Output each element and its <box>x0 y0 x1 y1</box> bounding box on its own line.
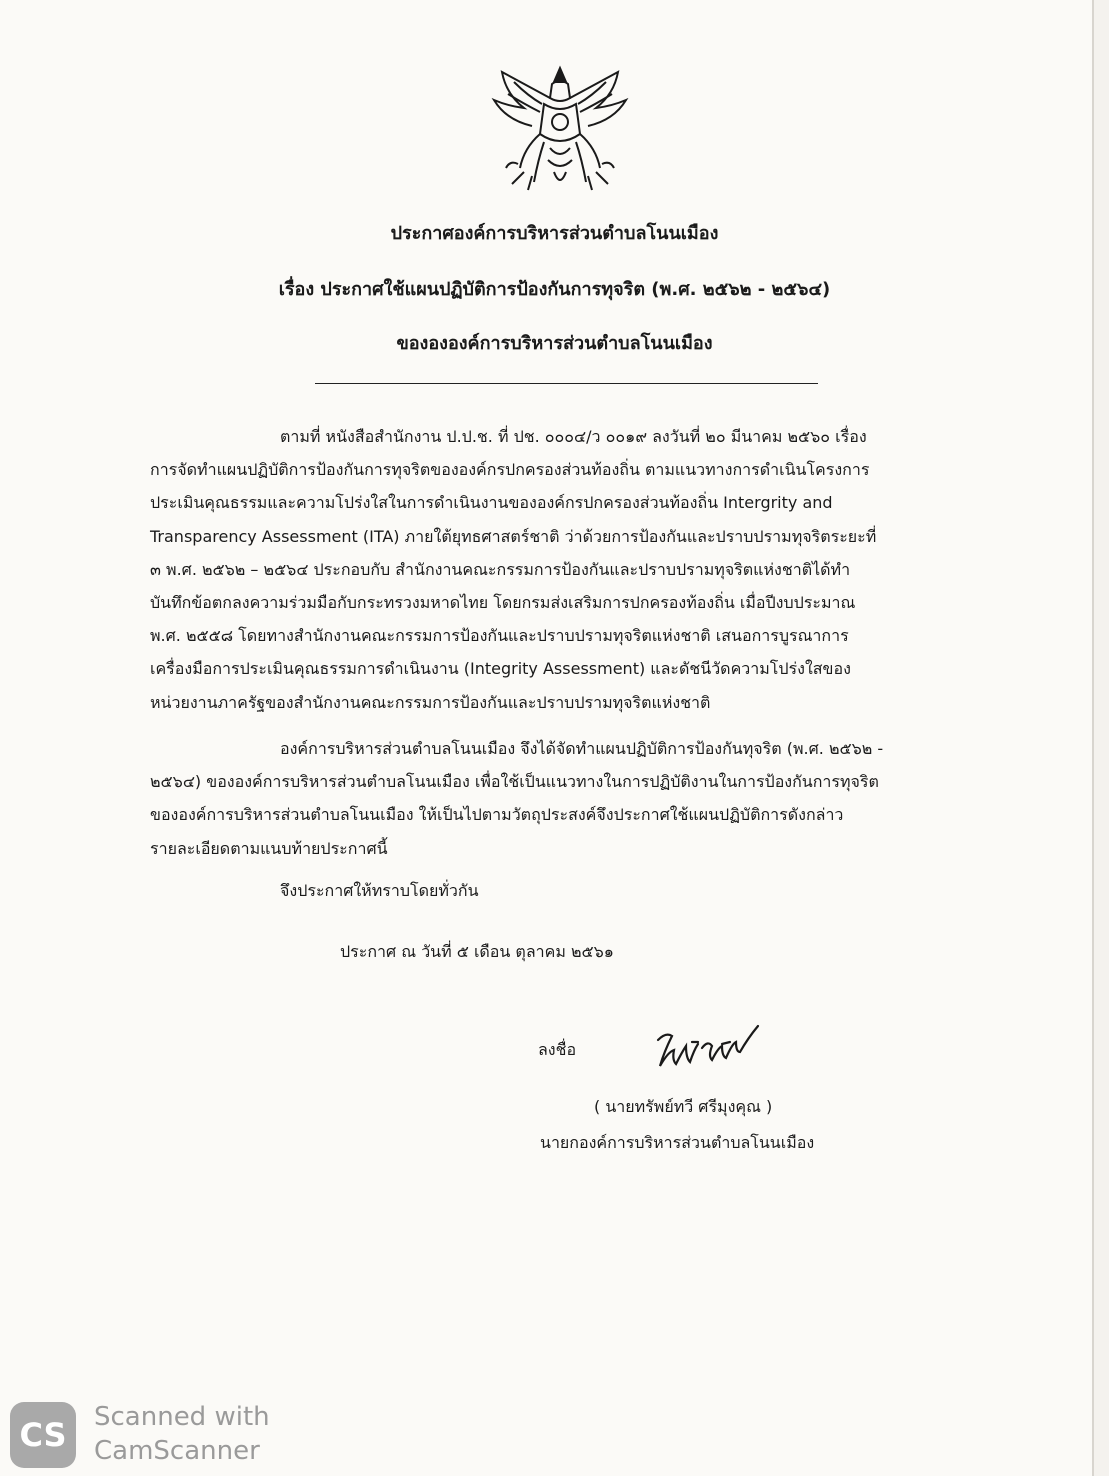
paragraph-line: องค์การบริหารส่วนตำบลโนนเมือง จึงได้จัดทำแผนปฏิบัติการป้องกันทุจริต (พ.ศ. ๒๕๖๒ - <box>280 739 884 758</box>
paragraph-line: ขององค์การบริหารส่วนตำบลโนนเมือง ให้เป็นไปตามวัตถุประสงค์จึงประกาศใช้แผนปฏิบัติการดังกล่าว <box>150 805 844 825</box>
closing-statement: จึงประกาศให้ทราบโดยทั่วกัน <box>280 881 479 900</box>
paragraph-line: ตามที่ หนังสือสำนักงาน ป.ป.ช. ที่ ปช. ๐๐๐๔/ว ๐๐๑๙ ลงวันที่ ๒๐ มีนาคม ๒๕๖๐ เรื่อง <box>280 427 867 446</box>
paragraph-line: รายละเอียดตามแนบท้ายประกาศนี้ <box>150 838 388 858</box>
paragraph-line: หน่วยงานภาครัฐของสำนักงานคณะกรรมการป้องกันและปราบปรามทุจริตแห่งชาติ <box>150 692 711 712</box>
signatory-name: ( นายทรัพย์ทวี ศรีมุงคุณ ) <box>594 1097 773 1116</box>
paragraph-line: ๓ พ.ศ. ๒๕๖๒ – ๒๕๖๔ ประกอบกับ สำนักงานคณะกรรมการป้องกันและปราบปรามทุจริตแห่งชาติได้ทำ <box>150 559 851 579</box>
announcement-organization: ของององค์การบริหารส่วนตำบลโนนเมือง <box>396 333 713 354</box>
announcement-date: ประกาศ ณ วันที่ ๕ เดือน ตุลาคม ๒๕๖๑ <box>340 942 614 961</box>
camscanner-watermark <box>0 1394 300 1474</box>
paragraph-line: บันทึกข้อตกลงความร่วมมือกับกระทรวงมหาดไทย โดยกรมส่งเสริมการปกครองท้องถิ่น เมื่อปีงบประมาณ <box>150 593 856 613</box>
announcement-title: ประกาศองค์การบริหารส่วนตำบลโนนเมือง <box>390 223 719 244</box>
announcement-subject: เรื่อง ประกาศใช้แผนปฏิบัติการป้องกันการทุจริต (พ.ศ. ๒๕๖๒ - ๒๕๖๔) <box>278 279 831 300</box>
paragraph-line: การจัดทำแผนปฏิบัติการป้องกันการทุจริตขององค์กรปกครองส่วนท้องถิ่น ตามแนวทางการดำเนินโครงการ <box>150 460 870 480</box>
paragraph-line: Transparency Assessment (ITA) ภายใต้ยุทธศาสตร์ชาติ ว่าด้วยการป้องกันและปราบปรามทุจริตระยะที่ <box>150 526 877 546</box>
paragraph-line: ประเมินคุณธรรมและความโปร่งใสในการดำเนินงานขององค์กรปกครองส่วนท้องถิ่น Intergrity and <box>150 493 833 513</box>
camscanner-text <box>94 1400 270 1468</box>
paragraph-line: พ.ศ. ๒๕๕๘ โดยทางสำนักงานคณะกรรมการป้องกันและปราบปรามทุจริตแห่งชาติ เสนอการบูรณาการ <box>150 626 849 646</box>
handwritten-signature <box>652 1022 764 1072</box>
watermark-line-2: CamScanner <box>94 1436 260 1466</box>
sign-label: ลงชื่อ <box>538 1040 577 1059</box>
garuda-emblem-icon <box>484 64 636 196</box>
camscanner-logo: CS <box>10 1402 76 1468</box>
paragraph-line: เครื่องมือการประเมินคุณธรรมการดำเนินงาน (Integrity Assessment) และดัชนีวัดความโปร่งใสของ <box>150 659 851 679</box>
paragraph-1 <box>150 420 976 719</box>
paragraph-2 <box>150 732 976 865</box>
signatory-position: นายกองค์การบริหารส่วนตำบลโนนเมือง <box>540 1133 815 1152</box>
header-divider <box>315 383 818 384</box>
paragraph-line: ๒๕๖๔) ขององค์การบริหารส่วนตำบลโนนเมือง เพื่อใช้เป็นแนวทางในการปฏิบัติงานในการป้องกันการทุจริต <box>150 772 879 792</box>
watermark-line-1: Scanned with <box>94 1402 270 1432</box>
